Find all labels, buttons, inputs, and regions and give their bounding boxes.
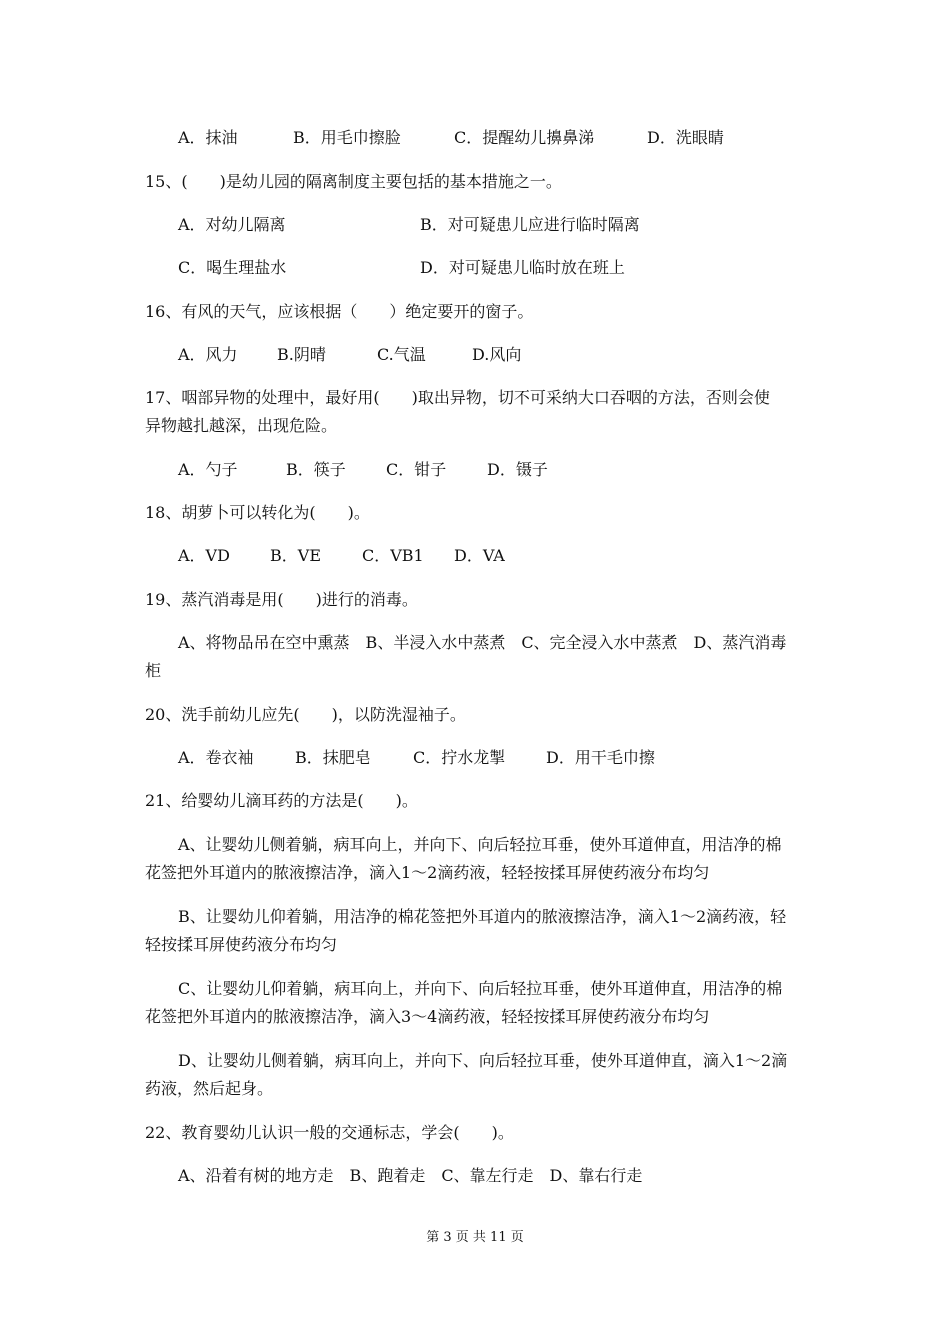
page-footer: 第 3 页 共 11 页 bbox=[426, 1230, 524, 1245]
q18-option-b: B．VE bbox=[270, 546, 321, 565]
q18-option-d: D．VA bbox=[454, 546, 505, 565]
q17-stem-line1: 17、咽部异物的处理中，最好用( )取出异物，切不可采纳大口吞咽的方法，否则会使 bbox=[145, 388, 770, 407]
q20-option-a: A．卷衣袖 bbox=[178, 748, 254, 767]
q21-option-b-line1: B、让婴幼儿仰着躺，用洁净的棉花签把外耳道内的脓液擦洁净，滴入1～2滴药液，轻 bbox=[178, 907, 787, 926]
q15-option-b: B．对可疑患儿应进行临时隔离 bbox=[420, 215, 640, 234]
q17-option-a: A．勺子 bbox=[178, 460, 238, 479]
q21-option-c-line1: C、让婴幼儿仰着躺，病耳向上，并向下、向后轻拉耳垂，使外耳道伸直，用洁净的棉 bbox=[178, 979, 783, 998]
q20-option-c: C．拧水龙掣 bbox=[413, 748, 506, 767]
q21-option-d-line2: 药液，然后起身。 bbox=[145, 1079, 274, 1098]
q21-option-c-line2: 花签把外耳道内的脓液擦洁净，滴入3～4滴药液，轻轻按揉耳屏使药液分布均匀 bbox=[145, 1007, 710, 1026]
q14-option-b: B．用毛巾擦脸 bbox=[293, 128, 401, 147]
q18-option-c: C．VB1 bbox=[362, 546, 424, 565]
q18-option-a: A．VD bbox=[178, 546, 230, 565]
q20-option-b: B．抹肥皂 bbox=[295, 748, 371, 767]
q14-option-c: C．提醒幼儿擤鼻涕 bbox=[454, 128, 595, 147]
q22-stem: 22、教育婴幼儿认识一般的交通标志，学会( )。 bbox=[145, 1123, 514, 1142]
q20-stem: 20、洗手前幼儿应先( )，以防洗湿袖子。 bbox=[145, 705, 466, 724]
q16-option-d: D.风向 bbox=[472, 345, 522, 364]
q16-option-a: A．风力 bbox=[178, 345, 238, 364]
q16-stem: 16、有风的天气，应该根据（ ）绝定要开的窗子。 bbox=[145, 302, 534, 321]
q15-option-c: C．喝生理盐水 bbox=[178, 258, 287, 277]
q21-option-b-line2: 轻按揉耳屏使药液分布均匀 bbox=[145, 935, 338, 954]
q14-option-a: A．抹油 bbox=[178, 128, 238, 147]
q19-stem: 19、蒸汽消毒是用( )进行的消毒。 bbox=[145, 590, 418, 609]
q18-stem: 18、胡萝卜可以转化为( )。 bbox=[145, 503, 370, 522]
q22-options-line: A、沿着有树的地方走 B、跑着走 C、靠左行走 D、靠右行走 bbox=[178, 1166, 643, 1185]
q17-option-d: D．镊子 bbox=[487, 460, 548, 479]
q15-option-d: D．对可疑患儿临时放在班上 bbox=[420, 258, 625, 277]
q19-options-line1: A、将物品吊在空中熏蒸 B、半浸入水中蒸煮 C、完全浸入水中蒸煮 D、蒸汽消毒 bbox=[178, 633, 787, 652]
q16-option-b: B.阴晴 bbox=[277, 345, 326, 364]
q21-option-d-line1: D、让婴幼儿侧着躺，病耳向上，并向下、向后轻拉耳垂，使外耳道伸直，滴入1～2滴 bbox=[178, 1051, 788, 1070]
q15-stem: 15、( )是幼儿园的隔离制度主要包括的基本措施之一。 bbox=[145, 172, 562, 191]
q17-option-b: B．筷子 bbox=[286, 460, 346, 479]
q17-stem-line2: 异物越扎越深，出现危险。 bbox=[145, 416, 338, 435]
q20-option-d: D．用干毛巾擦 bbox=[546, 748, 655, 767]
q16-option-c: C.气温 bbox=[377, 345, 426, 364]
q19-options-line2: 柜 bbox=[145, 661, 162, 680]
q14-option-d: D．洗眼睛 bbox=[647, 128, 724, 147]
q21-stem: 21、给婴幼儿滴耳药的方法是( )。 bbox=[145, 791, 418, 810]
q17-option-c: C．钳子 bbox=[386, 460, 447, 479]
q21-option-a-line2: 花签把外耳道内的脓液擦洁净，滴入1～2滴药液，轻轻按揉耳屏使药液分布均匀 bbox=[145, 863, 710, 882]
q21-option-a-line1: A、让婴幼儿侧着躺，病耳向上，并向下、向后轻拉耳垂，使外耳道伸直，用洁净的棉 bbox=[178, 835, 782, 854]
q15-option-a: A．对幼儿隔离 bbox=[178, 215, 286, 234]
